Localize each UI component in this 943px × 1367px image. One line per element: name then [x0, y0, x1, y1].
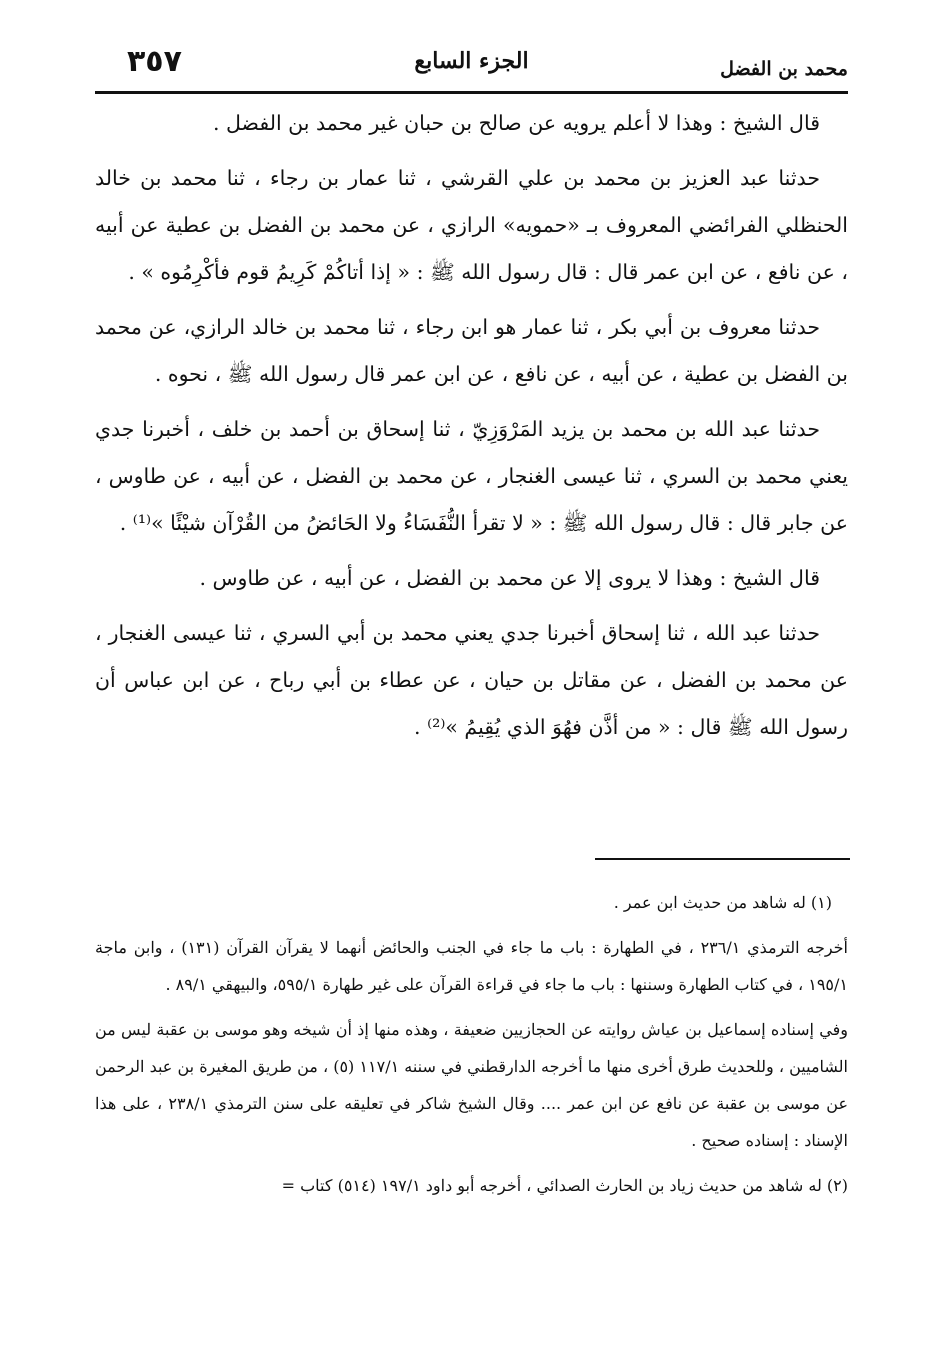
paragraph: حدثنا عبد الله ، ثنا إسحاق أخبرنا جدي يعني محمد بن أبي السري ، ثنا عيسى الغنجار ، عن محمد بن الفضل ، عن مقاتل بن حيان ، عن عطاء بن أبي رباح ، عن ابن عباس أن رسول الله ﷺ قال : « من أذَّن فهُوَ الذي يُقِيمُ »⁽²⁾ . [95, 621, 848, 739]
footnote: (٢) له شاهد من حديث زياد بن الحارث الصدائي ، أخرجه أبو داود ١٩٧/١ (٥١٤) كتاب = [281, 1176, 848, 1195]
paragraph: حدثنا عبد العزيز بن محمد بن علي القرشي ، ثنا عمار بن رجاء ، ثنا محمد بن خالد الحنظلي الفرائضي المعروف بـ «حمويه» الرازي ، عن محمد بن الفضل بن عطية عن أبيه ، عن نافع ، عن ابن عمر قال : قال رسول الله ﷺ : « إذا أتاكُمْ كَرِيمُ قوم فأكْرِمُوه » . [95, 166, 848, 284]
paragraph: قال الشيخ : وهذا لا أعلم يرويه عن صالح بن حبان غير محمد بن الفضل . [213, 111, 820, 135]
footnote: وفي إسناده إسماعيل بن عياش روايته عن الحجازيين ضعيفة ، وهذه منها إذ أن شيخه وهو موسى بن عقبة ليس من الشاميين ، وللحديث طرق أخرى منها ما أخرجه الدارقطني في سننه ١١٧/١ (٥) ، من طريق المغيرة بن عبد الرحمن عن موسى بن عقبة عن نافع عن ابن عمر .... وقال الشيخ شاكر في تعليقه على سنن الترمذي ٢٣٨/١ ، على هذا الإسناد : إسناده صحيح . [95, 1020, 849, 1150]
page-header [95, 38, 848, 90]
footnote: أخرجه الترمذي ٢٣٦/١ ، في الطهارة : باب ما جاء في الجنب والحائض أنهما لا يقرآن القرآن (١٣١) ، وابن ماجة ١٩٥/١ ، في كتاب الطهارة وسننها : باب ما جاء في قراءة القرآن على غير طهارة ٥٩٥/١، والبيهقي ٨٩/١ . [95, 938, 848, 994]
paragraph: حدثنا معروف بن أبي بكر ، ثنا عمار هو ابن رجاء ، ثنا محمد بن خالد الرازي، عن محمد بن الفضل بن عطية ، عن أبيه ، عن نافع ، عن ابن عمر قال رسول الله ﷺ ، نحوه . [95, 315, 848, 386]
header-rule [95, 91, 848, 94]
footnote: (١) له شاهد من حديث ابن عمر . [613, 893, 832, 912]
paragraph: حدثنا عبد الله بن محمد بن يزيد المَرْوَزِيّ ، ثنا إسحاق بن أحمد بن خلف ، أخبرنا جدي يعني محمد بن السري ، ثنا عيسى الغنجار ، عن محمد بن الفضل ، عن أبيه ، عن طاوس ، عن جابر قال : قال رسول الله ﷺ : « لا تقرأ النُّفَسَاءُ ولا الحَائضُ من القُرْآن شيْئًا »⁽¹⁾ . [95, 417, 848, 535]
book-title: محمد بن الفضل [720, 58, 848, 80]
footnote-separator [595, 858, 850, 860]
footnotes [95, 884, 848, 1212]
paragraph: قال الشيخ : وهذا لا يروى إلا عن محمد بن الفضل ، عن أبيه ، عن طاوس . [199, 566, 820, 590]
page-number: ٣٥٧ [127, 44, 182, 79]
main-text [95, 100, 848, 759]
section-title: الجزء السابع [414, 48, 529, 74]
